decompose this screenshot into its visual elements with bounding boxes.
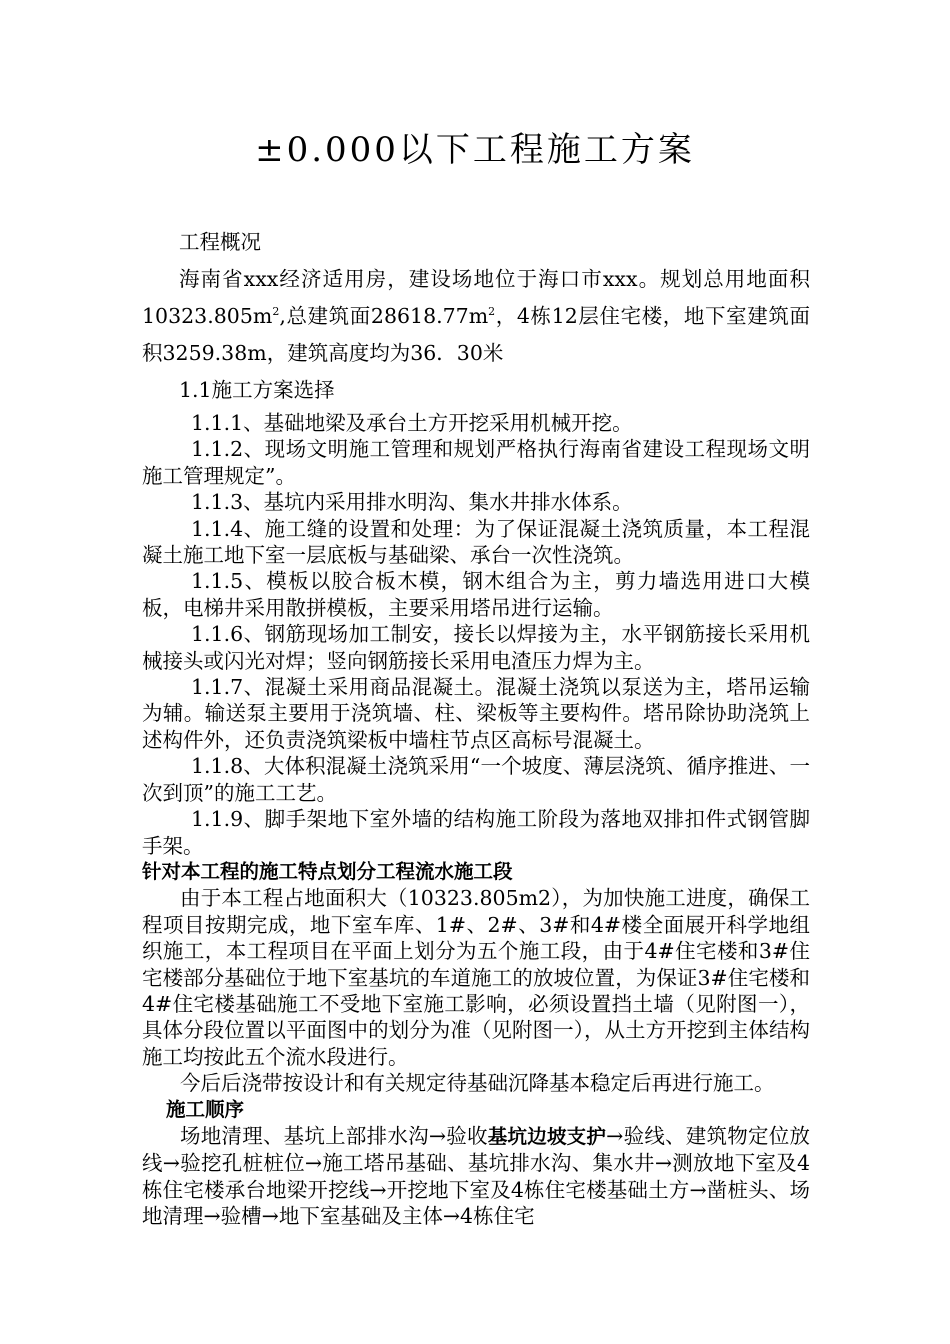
sequence-bold-text: 基坑边坡支护 bbox=[487, 1124, 607, 1148]
body-section bbox=[142, 410, 810, 1230]
list-item: 1.1.4、施工缝的设置和处理：为了保证混凝土浇筑质量，本工程混凝土施工地下室一层底板与基础梁、承台一次性浇筑。 bbox=[142, 516, 810, 568]
heading-construction-sequence: 施工顺序 bbox=[166, 1097, 245, 1121]
heading-flow-sections: 针对本工程的施工特点划分工程流水施工段 bbox=[142, 859, 513, 883]
list-item: 1.1.3、基坑内采用排水明沟、集水井排水体系。 bbox=[191, 490, 633, 515]
list-item: 1.1.6、钢筋现场加工制安，接长以焊接为主，水平钢筋接长采用机械接头或闪光对焊；竖向钢筋接长采用电渣压力焊为主。 bbox=[142, 622, 810, 673]
superscript-2: 2 bbox=[272, 305, 280, 319]
list-item: 1.1.1、基础地梁及承台土方开挖采用机械开挖。 bbox=[191, 411, 633, 435]
list-item: 1.1.7、混凝土采用商品混凝土。混凝土浇筑以泵送为主，塔吊运输为辅。输送泵主要用于浇筑墙、柱、梁板等主要构件。塔吊除协助浇筑上述构件外，还负责浇筑梁板中墙柱节点区高标号混凝土。 bbox=[142, 675, 810, 752]
list-item: 1.1.2、现场文明施工管理和规划严格执行海南省建设工程现场文明施工管理规定”。 bbox=[142, 437, 810, 488]
sequence-paragraph bbox=[142, 1123, 810, 1230]
overview-paragraph bbox=[142, 261, 810, 372]
superscript-2: 2 bbox=[488, 305, 496, 319]
overview-heading: 工程概况 bbox=[179, 230, 261, 254]
list-item: 1.1.9、脚手架地下室外墙的结构施工阶段为落地双排扣件式钢管脚手架。 bbox=[142, 807, 810, 858]
overview-text-1: 海南省xxx经济适用房，建设场地位于海口市xxx。规划总用地面积10323.805m bbox=[142, 267, 810, 328]
section-heading-1-1: 1.1施工方案选择 bbox=[179, 378, 335, 402]
list-item: 1.1.5、模板以胶合板木模，钢木组合为主，剪力墙选用进口大模板，电梯井采用散拼模板，主要采用塔吊进行运输。 bbox=[142, 569, 810, 620]
overview-section bbox=[142, 224, 810, 409]
sequence-text-2: →验线、建筑物定位放线→验挖孔桩桩位→施工塔吊基础、基坑排水沟、集水井→测放地下室及4栋住宅楼承台地梁开挖线→开挖地下室及4栋住宅楼基础土方→凿桩头、场地清理→验槽→地下室基础及主体→4栋住宅 bbox=[142, 1123, 810, 1229]
overview-text-3: ，4栋12层住宅楼，地下室建筑面积3259.38m，建筑高度均为36．30米 bbox=[142, 304, 810, 365]
flow-paragraph: 由于本工程占地面积大（10323.805m2），为加快施工进度，确保工程项目按期完成，地下室车库、1#、2#、3#和4#楼全面展开科学地组织施工，本工程项目在平面上划分为五个施工段，由于4#住宅楼和3#住宅楼部分基础位于地下室基坑的车道施工的放坡位置，为保证3#住宅楼和4#住宅楼基础施工不受地下室施工影响，必须设置挡土墙（见附图一），具体分段位置以平面图中的划分为准（见附图一），从土方开挖到主体结构施工均按此五个流水段进行。 bbox=[142, 886, 810, 1069]
overview-text-2: ,总建筑面28618.77m bbox=[279, 304, 489, 328]
post-pour-paragraph: 今后后浇带按设计和有关规定待基础沉降基本稳定后再进行施工。 bbox=[180, 1071, 775, 1096]
list-item: 1.1.8、大体积混凝土浇筑采用“一个坡度、薄层浇筑、循序推进、一次到顶”的施工工艺。 bbox=[142, 754, 810, 805]
document-title: ±0.000以下工程施工方案 bbox=[255, 130, 695, 170]
sequence-text-1: 场地清理、基坑上部排水沟→验收 bbox=[180, 1123, 488, 1148]
